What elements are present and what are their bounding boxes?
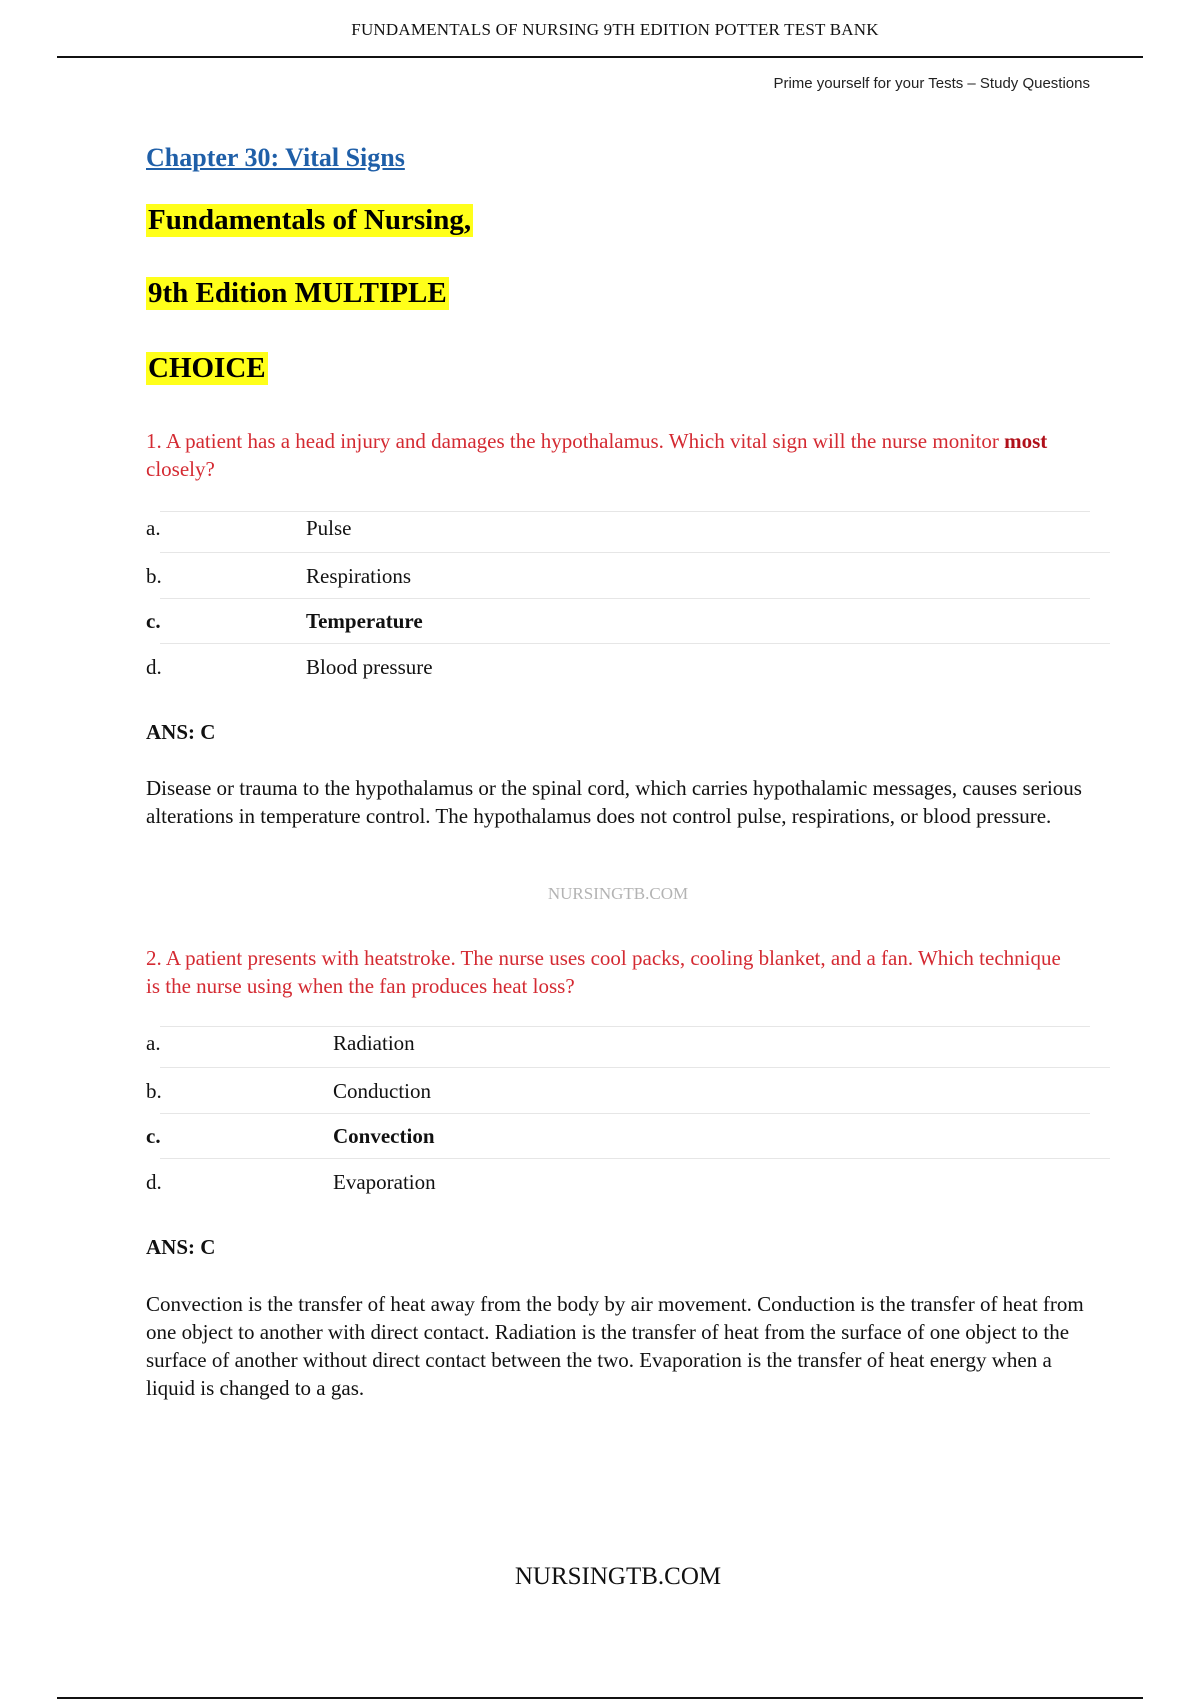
question-1-option-b bbox=[146, 554, 1096, 598]
option-letter: a. bbox=[146, 516, 161, 540]
option-letter: c. bbox=[146, 1124, 161, 1148]
option-letter: c. bbox=[146, 609, 161, 633]
book-title-line-3: CHOICE bbox=[148, 352, 266, 384]
question-1-option-c-correct bbox=[146, 599, 1096, 643]
question-1-text bbox=[146, 427, 1076, 483]
option-divider bbox=[160, 552, 1110, 553]
option-letter: b. bbox=[146, 564, 162, 588]
question-1-option-d bbox=[146, 645, 1096, 689]
question-1-answer: ANS: C bbox=[146, 720, 216, 744]
question-2-text: 2. A patient presents with heatstroke. The nurse uses cool packs, cooling blanket, and a fan. Which technique is the nurse using when the fan produces heat loss? bbox=[146, 946, 1061, 998]
document-header-title: FUNDAMENTALS OF NURSING 9TH EDITION POTTER TEST BANK bbox=[351, 20, 879, 39]
option-text: Radiation bbox=[333, 1031, 415, 1055]
option-divider bbox=[160, 1158, 1110, 1159]
question-2-option-a bbox=[146, 1021, 1096, 1065]
question-1-rationale: Disease or trauma to the hypothalamus or the spinal cord, which carries hypothalamic messages, causes serious alterations in temperature control. The hypothalamus does not control pulse, respirations, or blood pressure. bbox=[146, 776, 1082, 828]
option-divider bbox=[160, 1067, 1110, 1068]
watermark-text: NURSINGTB.COM bbox=[547, 884, 689, 903]
question-2-option-c-correct bbox=[146, 1114, 1096, 1158]
option-text: Conduction bbox=[333, 1079, 431, 1103]
question-1-stem-end: closely? bbox=[146, 457, 215, 481]
question-2-option-d bbox=[146, 1160, 1096, 1204]
option-text: Blood pressure bbox=[306, 655, 433, 679]
footer-site-name: NURSINGTB.COM bbox=[514, 1563, 722, 1590]
option-letter: d. bbox=[146, 655, 162, 679]
option-text: Respirations bbox=[306, 564, 411, 588]
question-2-option-b bbox=[146, 1069, 1096, 1113]
question-1-option-a bbox=[146, 506, 1096, 550]
chapter-link[interactable]: Chapter 30: Vital Signs bbox=[146, 143, 405, 172]
question-1-stem: 1. A patient has a head injury and damages the hypothalamus. Which vital sign will the nurse monitor bbox=[146, 429, 1005, 453]
option-text: Pulse bbox=[306, 516, 352, 540]
option-letter: d. bbox=[146, 1170, 162, 1194]
footer-divider bbox=[57, 1697, 1143, 1699]
book-title-line-1: Fundamentals of Nursing, bbox=[148, 204, 472, 236]
option-text: Temperature bbox=[306, 609, 423, 633]
option-text: Convection bbox=[333, 1124, 435, 1148]
question-2-rationale: Convection is the transfer of heat away from the body by air movement. Conduction is the transfer of heat from one object to another with direct contact. Radiation is the transfer of heat from the surface of one object to the surface of another without direct contact between the two. Evaporation is the transfer of heat energy when a liquid is changed to a gas. bbox=[146, 1292, 1084, 1400]
option-letter: b. bbox=[146, 1079, 162, 1103]
book-title-line-2: 9th Edition MULTIPLE bbox=[148, 277, 447, 309]
question-1-emphasis: most bbox=[1004, 429, 1048, 453]
option-letter: a. bbox=[146, 1031, 161, 1055]
option-text: Evaporation bbox=[333, 1170, 436, 1194]
header-tagline: Prime yourself for your Tests – Study Questions bbox=[773, 75, 1090, 92]
option-divider bbox=[160, 643, 1110, 644]
header-divider bbox=[57, 56, 1143, 58]
question-2-answer: ANS: C bbox=[146, 1235, 216, 1259]
